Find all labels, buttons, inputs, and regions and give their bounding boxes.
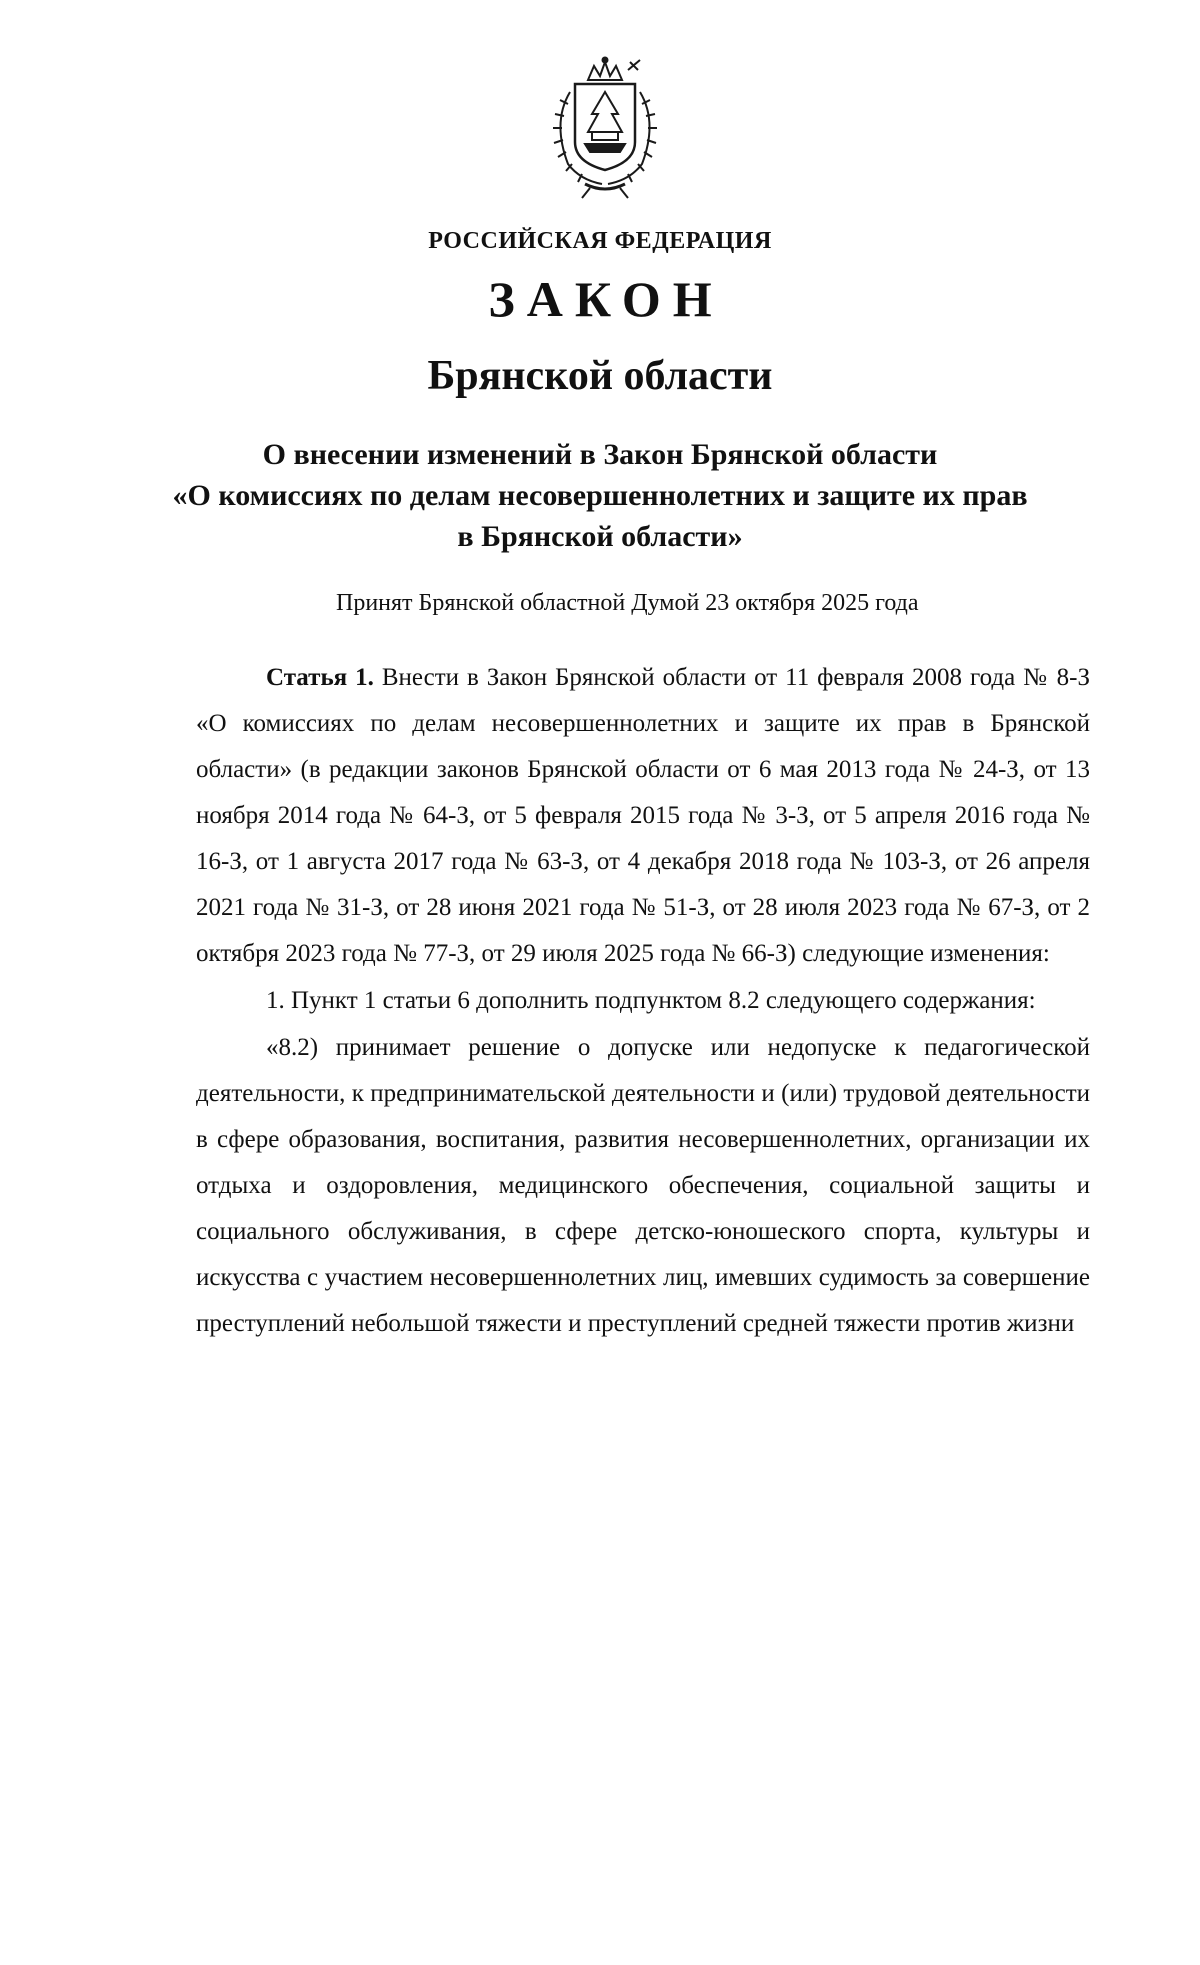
law-title-line: в Брянской области» bbox=[457, 520, 743, 553]
article-1-paragraph bbox=[196, 655, 1090, 977]
region-name: Брянской области bbox=[427, 353, 773, 399]
country-heading: РОССИЙСКАЯ ФЕДЕРАЦИЯ bbox=[428, 228, 772, 254]
article-label: Статья 1. bbox=[266, 664, 374, 691]
law-title-line: «О комиссиях по делам несовершеннолетних и защите их прав bbox=[172, 479, 1028, 512]
law-title-line: О внесении изменений в Закон Брянской области bbox=[262, 438, 938, 471]
document-type: ЗАКОН bbox=[488, 271, 724, 327]
adoption-note: Принят Брянской областной Думой 23 октября 2025 года bbox=[336, 590, 919, 616]
law-title bbox=[0, 434, 1200, 557]
quoted-subitem-paragraph: «8.2) принимает решение о допуске или недопуске к педагогической деятельности, к предпринимательской деятельности и (или) трудовой деятельности в сфере образования, воспитания, развития несовершеннолетних, организации их отдыха и оздоровления, медицинского обеспечения, социальной защиты и социального обслуживания, в сфере детско-юношеского спорта, культуры и искусства с участием несовершеннолетних лиц, имевших судимость за совершение преступлений небольшой тяжести и преступлений средней тяжести против жизни bbox=[196, 1034, 1090, 1337]
document-body bbox=[196, 655, 1090, 1347]
article-text: Внести в Закон Брянской области от 11 февраля 2008 года № 8-З «О комиссиях по делам несовершеннолетних и защите их прав в Брянской области» (в редакции законов Брянской области от 6 мая 2013 года № 24-З, от 13 ноября 2014 года № 64-З, от 5 февраля 2015 года № 3-З, от 5 апреля 2016 года № 16-З, от 1 августа 2017 года № 63-З, от 4 декабря 2018 года № 103-З, от 26 апреля 2021 года № 31-З, от 28 июня 2021 года № 51-З, от 28 июля 2023 года № 67-З, от 2 октября 2023 года № 77-З, от 29 июля 2025 года № 66-З) следующие изменения: bbox=[196, 664, 1090, 967]
coat-of-arms-icon bbox=[530, 52, 680, 202]
item-1-paragraph: 1. Пункт 1 статьи 6 дополнить подпунктом 8.2 следующего содержания: bbox=[266, 987, 1036, 1014]
